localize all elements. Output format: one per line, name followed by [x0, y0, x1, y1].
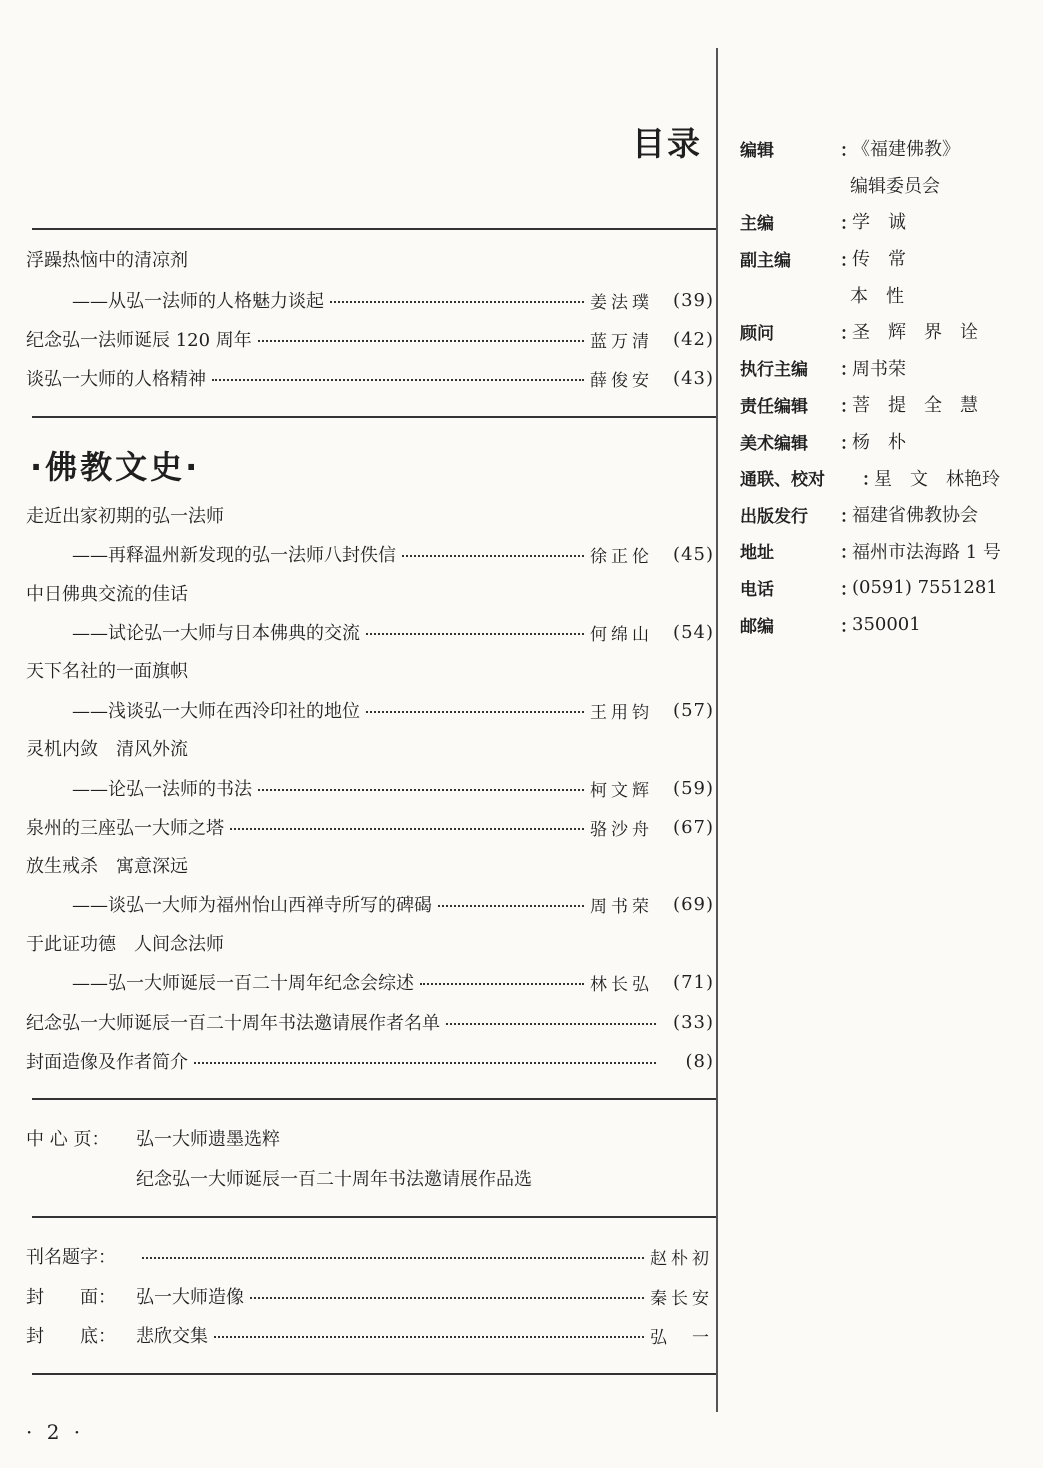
toc-author: 姜法璞 [590, 292, 653, 313]
toc-entry-title[interactable]: 走近出家初期的弘一法师 [26, 506, 224, 527]
toc-page: (57) [673, 699, 714, 721]
masthead-key: 副主编 ： [740, 250, 857, 271]
center-page-label: 中 心 页： [26, 1129, 110, 1150]
masthead-key: 电话 ： [740, 579, 857, 600]
masthead-row [740, 130, 1040, 167]
credit-row [26, 1320, 714, 1350]
credit-person: 秦长安 [650, 1288, 713, 1309]
masthead-key: 美术编辑 ： [740, 433, 857, 454]
leader-dots [258, 340, 584, 342]
toc-entry[interactable] [72, 617, 714, 647]
contents-column [26, 0, 716, 1468]
leader-dots [214, 1336, 644, 1338]
toc-page: (33) [673, 1011, 714, 1033]
leader-dots [366, 711, 584, 713]
leader-dots [420, 983, 584, 985]
masthead-key: 执行主编 ： [740, 360, 857, 381]
toc-author: 林长弘 [590, 974, 653, 995]
masthead-value: 菩 提 全 慧 [852, 395, 978, 417]
toc-page: (43) [673, 367, 714, 389]
center-page-item[interactable]: 弘一大师遗墨选粹 [136, 1129, 280, 1150]
leader-dots [446, 1023, 656, 1025]
masthead-row [740, 276, 1040, 313]
masthead-value: 星 文 林艳玲 [874, 468, 1000, 490]
leader-dots [194, 1062, 656, 1064]
toc-page: (59) [673, 777, 714, 799]
credit-row [26, 1281, 714, 1311]
toc-entry-title[interactable]: 浮躁热恼中的清凉剂 [26, 250, 188, 271]
credit-label: 封 面： [26, 1287, 116, 1308]
masthead-key: 出版发行 ： [740, 506, 857, 527]
toc-entry-title[interactable]: 灵机内敛 清风外流 [26, 739, 188, 760]
toc-author: 周书荣 [590, 896, 653, 917]
leader-dots [212, 379, 584, 381]
masthead-row [740, 386, 1040, 423]
center-page-row [136, 1163, 532, 1193]
masthead-value: 周书荣 [852, 358, 906, 380]
page-number: · 2 · [26, 1420, 85, 1444]
credit-person: 赵朴初 [650, 1248, 713, 1269]
masthead-row [740, 569, 1040, 606]
toc-author: 王用钧 [590, 702, 653, 723]
masthead-value: 学 诚 [852, 212, 906, 234]
masthead-value: 杨 朴 [852, 432, 906, 454]
masthead-value: (0591) 7551281 [852, 576, 998, 598]
masthead [740, 130, 1040, 642]
masthead-row [740, 313, 1040, 350]
divider [32, 1098, 716, 1100]
toc-subtitle: ——弘一大师诞辰一百二十周年纪念会综述 [72, 973, 414, 994]
credit-label: 封 底： [26, 1326, 116, 1347]
divider [32, 228, 716, 230]
divider [32, 1373, 716, 1375]
toc-author: 柯文辉 [590, 780, 653, 801]
masthead-row [740, 533, 1040, 570]
masthead-key: 邮编 ： [740, 616, 857, 637]
masthead-value: 福建省佛教协会 [852, 505, 978, 527]
toc-entry-title: 纪念弘一大师诞辰一百二十周年书法邀请展作者名单 [26, 1013, 440, 1034]
toc-entry[interactable] [72, 889, 714, 919]
toc-entry[interactable] [72, 773, 714, 803]
credit-row [26, 1241, 714, 1271]
toc-entry-title: 谈弘一大师的人格精神 [26, 369, 206, 390]
divider [32, 1216, 716, 1218]
masthead-key: 主编 ： [740, 213, 857, 234]
toc-page: (42) [673, 328, 714, 350]
toc-author: 何绵山 [590, 624, 653, 645]
toc-entry-title: 泉州的三座弘一大师之塔 [26, 818, 224, 839]
masthead-row [740, 167, 1040, 204]
toc-entry[interactable] [72, 285, 714, 315]
masthead-row [740, 423, 1040, 460]
toc-subtitle: ——论弘一法师的书法 [72, 779, 252, 800]
masthead-key: 顾问 ： [740, 323, 857, 344]
credit-label: 刊名题字： [26, 1247, 116, 1268]
masthead-row [740, 606, 1040, 643]
toc-author: 蓝万清 [590, 331, 653, 352]
toc-page: (67) [673, 816, 714, 838]
toc-subtitle: ——试论弘一大师与日本佛典的交流 [72, 623, 360, 644]
divider [32, 416, 716, 418]
leader-dots [258, 789, 584, 791]
toc-entry[interactable] [26, 363, 714, 393]
masthead-row [740, 240, 1040, 277]
toc-entry-title[interactable]: 中日佛典交流的佳话 [26, 584, 188, 605]
toc-subtitle: ——浅谈弘一大师在西泠印社的地位 [72, 701, 360, 722]
leader-dots [438, 905, 584, 907]
column-divider [716, 48, 718, 1412]
center-page-row [26, 1123, 280, 1153]
toc-author: 徐正伦 [590, 546, 653, 567]
masthead-row [740, 459, 1040, 496]
masthead-value: 传 常 [852, 249, 906, 271]
toc-subtitle: ——从弘一法师的人格魅力谈起 [72, 291, 324, 312]
toc-title: 目录 [632, 124, 702, 163]
masthead-key: 责任编辑 ： [740, 396, 857, 417]
masthead-value: 圣 辉 界 诠 [852, 322, 978, 344]
masthead-value: 本 性 [850, 285, 904, 307]
masthead-key: 编辑 ： [740, 140, 857, 161]
toc-entry[interactable] [72, 967, 714, 997]
toc-entry-title[interactable]: 天下名社的一面旗帜 [26, 661, 188, 682]
masthead-key: 通联、校对 ： [740, 470, 879, 491]
leader-dots [230, 828, 584, 830]
toc-entry[interactable] [72, 695, 714, 725]
toc-page: (71) [673, 971, 714, 993]
toc-page: (8) [685, 1050, 714, 1072]
toc-page: (39) [673, 289, 714, 311]
masthead-value: 《福建佛教》 [852, 139, 960, 161]
section-title: ·佛教文史· [30, 448, 201, 486]
toc-entry-title[interactable]: 于此证功德 人间念法师 [26, 934, 224, 955]
toc-entry[interactable] [26, 324, 714, 354]
toc-entry[interactable] [26, 1007, 714, 1037]
toc-entry-title[interactable]: 放生戒杀 寓意深远 [26, 856, 188, 877]
credit-value: 弘一大师造像 [136, 1287, 244, 1308]
masthead-key: 地址 ： [740, 543, 857, 564]
masthead-row [740, 496, 1040, 533]
toc-subtitle: ——再释温州新发现的弘一法师八封佚信 [72, 545, 396, 566]
leader-dots [330, 301, 584, 303]
credit-person: 弘 一 [650, 1327, 713, 1348]
leader-dots [402, 555, 584, 557]
masthead-value: 福州市法海路 1 号 [852, 541, 1001, 563]
toc-entry-title: 纪念弘一法师诞辰 120 周年 [26, 330, 252, 351]
toc-page: (45) [673, 543, 714, 565]
toc-page: (69) [673, 893, 714, 915]
toc-entry[interactable] [26, 1046, 714, 1076]
leader-dots [142, 1257, 644, 1259]
toc-page: (54) [673, 621, 714, 643]
toc-entry[interactable] [72, 539, 714, 569]
toc-author: 薛俊安 [590, 370, 653, 391]
center-page-item[interactable]: 纪念弘一大师诞辰一百二十周年书法邀请展作品选 [136, 1169, 532, 1190]
toc-entry[interactable] [26, 812, 714, 842]
toc-author: 骆沙舟 [590, 819, 653, 840]
masthead-row [740, 350, 1040, 387]
masthead-value: 编辑委员会 [850, 175, 940, 197]
credit-value: 悲欣交集 [136, 1326, 208, 1347]
toc-subtitle: ——谈弘一大师为福州怡山西禅寺所写的碑碣 [72, 895, 432, 916]
leader-dots [250, 1297, 644, 1299]
toc-entry-title: 封面造像及作者简介 [26, 1052, 188, 1073]
masthead-value: 350001 [852, 613, 921, 635]
masthead-row [740, 203, 1040, 240]
leader-dots [366, 633, 584, 635]
